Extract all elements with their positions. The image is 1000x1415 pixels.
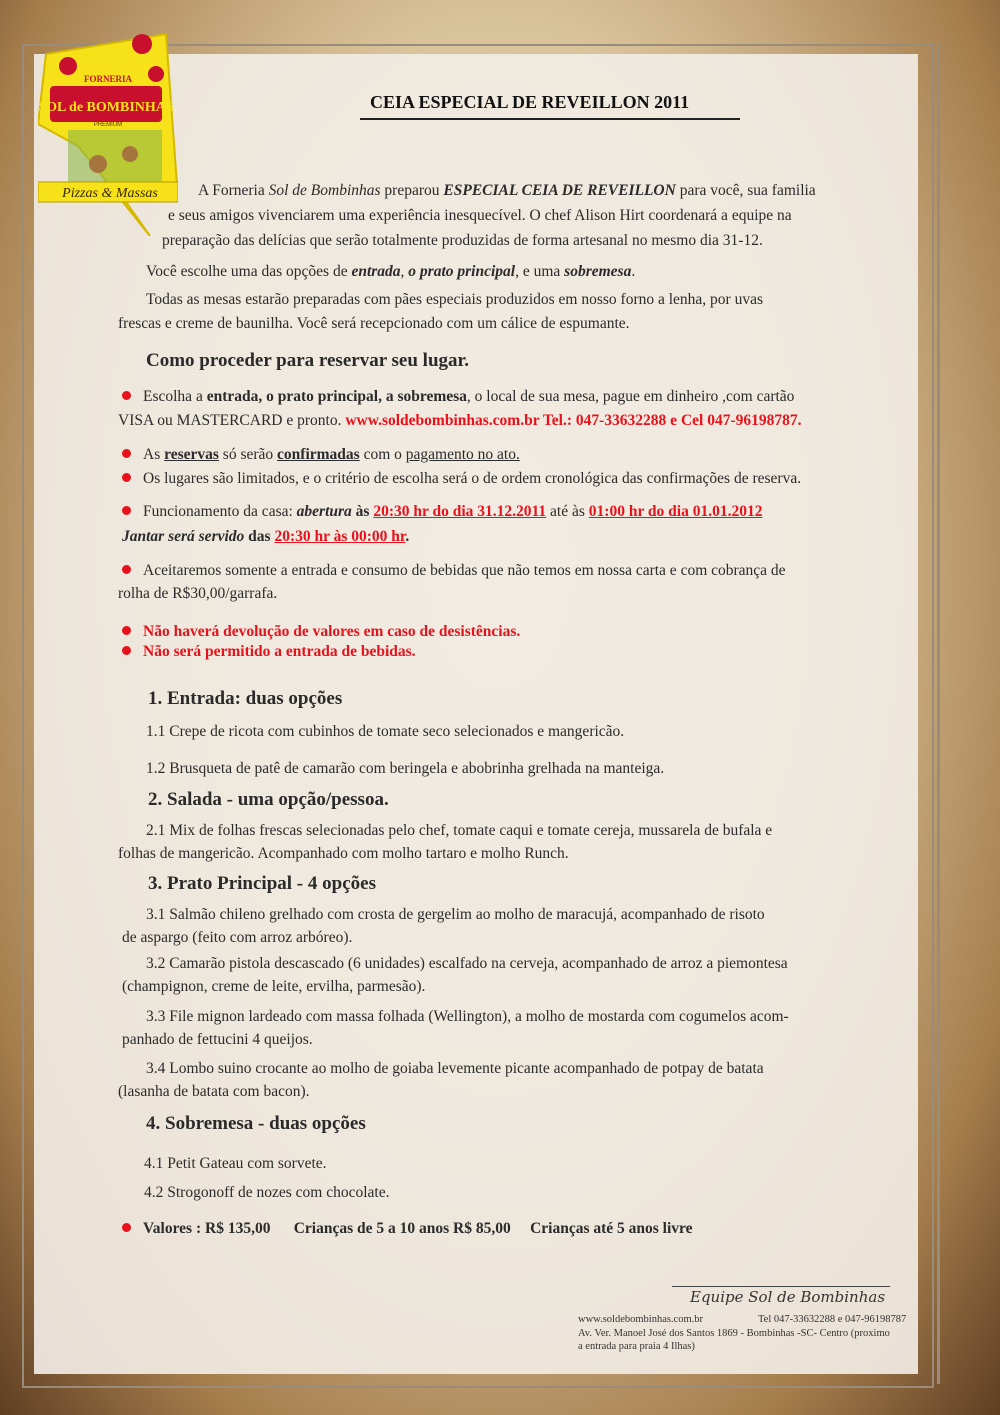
intro-line-3: preparação das delícias que serão totalmente produzidas de forma artesanal no mesmo dia 31-12. — [162, 232, 763, 249]
prato-2b: (champignon, creme de leite, ervilha, parmesão). — [122, 978, 426, 995]
reserve-bullet-5-cont: rolha de R$30,00/garrafa. — [118, 585, 278, 602]
frame-divider — [937, 44, 940, 1384]
intro-line-2: e seus amigos vivenciarem uma experiência inesquecível. O chef Alison Hirt coordenará a equipe na — [168, 207, 792, 224]
bullet-icon — [122, 565, 131, 574]
bullet-icon — [122, 506, 131, 515]
footer-address-2: a entrada para praia 4 Ilhas) — [578, 1341, 695, 1352]
footer-site: www.soldebombinhas.com.br — [578, 1314, 704, 1325]
reserve-bullet-2: As reservas só serão confirmadas com o pagamento no ato. — [122, 443, 520, 466]
reserve-bullet-4: Funcionamento da casa: abertura às 20:30 hr do dia 31.12.2011 até às 01:00 hr do dia 01.01.2012 — [122, 500, 762, 523]
prato-3a: 3.3 File mignon lardeado com massa folhada (Wellington), a molho de mostarda com cogumelos acom- — [146, 1008, 789, 1025]
paper-panel — [34, 54, 918, 1374]
logo-text-pizzas: Pizzas & Massas — [62, 186, 158, 201]
reserve-bullet-6: Não haverá devolução de valores em caso de desistências. — [122, 620, 520, 643]
prato-4a: 3.4 Lombo suino crocante ao molho de goiaba levemente picante acompanhado de potpay de batata — [146, 1060, 764, 1077]
reserve-bullet-7: Não será permitido a entrada de bebidas. — [122, 640, 416, 663]
page-title: CEIA ESPECIAL DE REVEILLON 2011 — [370, 92, 690, 112]
section-salada: 2. Salada - uma opção/pessoa. — [148, 789, 389, 810]
bullet-icon — [122, 391, 131, 400]
contact-info: www.soldebombinhas.com.br Tel.: 047-33632288 e Cel 047-96198787. — [345, 412, 802, 429]
salada-1a: 2.1 Mix de folhas frescas selecionadas pelo chef, tomate caqui e tomate cereja, mussarela de bufala e — [146, 822, 773, 839]
logo-text-name: SOL de BOMBINHAS — [38, 100, 174, 115]
forneria-logo — [38, 26, 178, 236]
footer-address-1: Av. Ver. Manoel José dos Santos 1869 - Bombinhas -SC- Centro (proximo — [578, 1328, 890, 1339]
title-underline — [360, 118, 740, 120]
section-prato-principal: 3. Prato Principal - 4 opções — [148, 873, 376, 894]
reserve-heading: Como proceder para reservar seu lugar. — [146, 350, 469, 371]
sobremesa-1: 4.1 Petit Gateau com sorvete. — [144, 1155, 327, 1172]
sobremesa-2: 4.2 Strogonoff de nozes com chocolate. — [144, 1184, 390, 1201]
bullet-icon — [122, 626, 131, 635]
prato-3b: panhado de fettucini 4 queijos. — [122, 1031, 313, 1048]
reserve-bullet-4-cont: Jantar será servido das 20:30 hr às 00:00 hr. — [122, 528, 410, 545]
prato-2a: 3.2 Camarão pistola descascado (6 unidades) escalfado na cerveja, acompanhado de arroz a piemontesa — [146, 955, 788, 972]
logo-text-premium: PREMIUM — [93, 122, 123, 128]
salada-1b: folhas de mangericão. Acompanhado com molho tartaro e molho Runch. — [118, 845, 569, 862]
bullet-icon — [122, 646, 131, 655]
intro-line-4: Você escolhe uma das opções de entrada, o prato principal, e uma sobremesa. — [146, 263, 636, 280]
signature: Equipe Sol de Bombinhas — [690, 1288, 886, 1306]
footer-tel: Tel 047-33632288 e 047-96198787 — [758, 1314, 907, 1325]
reserve-bullet-5: Aceitaremos somente a entrada e consumo de bebidas que não temos em nossa carta e com cobrança de — [122, 559, 786, 582]
bullet-icon — [122, 473, 131, 482]
prato-1b: de aspargo (feito com arroz arbóreo). — [122, 929, 353, 946]
signature-line — [672, 1286, 890, 1287]
intro-line-6: frescas e creme de baunilha. Você será recepcionado com um cálice de espumante. — [118, 315, 630, 332]
bullet-icon — [122, 449, 131, 458]
logo-text-forneria: FORNERIA — [83, 74, 133, 84]
prato-4b: (lasanha de batata com bacon). — [118, 1083, 310, 1100]
prices-line: Valores : R$ 135,00 Crianças de 5 a 10 anos R$ 85,00 Crianças até 5 anos livre — [122, 1217, 693, 1240]
bullet-icon — [122, 1223, 131, 1232]
entrada-1: 1.1 Crepe de ricota com cubinhos de tomate seco selecionados e mangericão. — [146, 723, 625, 740]
reserve-bullet-1-cont: VISA ou MASTERCARD e pronto. www.soldebombinhas.com.br Tel.: 047-33632288 e Cel 047-96198787. — [118, 412, 802, 429]
section-entrada: 1. Entrada: duas opções — [148, 688, 343, 709]
entrada-2: 1.2 Brusqueta de patê de camarão com beringela e abobrinha grelhada na manteiga. — [146, 760, 665, 777]
intro-line-1: A Forneria Sol de Bombinhas preparou ESPECIAL CEIA DE REVEILLON para você, sua familia — [198, 182, 816, 199]
intro-line-5: Todas as mesas estarão preparadas com pães especiais produzidos em nosso forno a lenha, por uvas — [146, 291, 763, 308]
prato-1a: 3.1 Salmão chileno grelhado com crosta de gergelim ao molho de maracujá, acompanhado de risoto — [146, 906, 765, 923]
reserve-bullet-1: Escolha a entrada, o prato principal, a sobremesa, o local de sua mesa, pague em dinheiro ,com cartão — [122, 385, 794, 408]
reserve-bullet-3: Os lugares são limitados, e o critério de escolha será o de ordem cronológica das confirmações de reserva. — [122, 467, 801, 490]
section-sobremesa: 4. Sobremesa - duas opções — [146, 1113, 366, 1134]
